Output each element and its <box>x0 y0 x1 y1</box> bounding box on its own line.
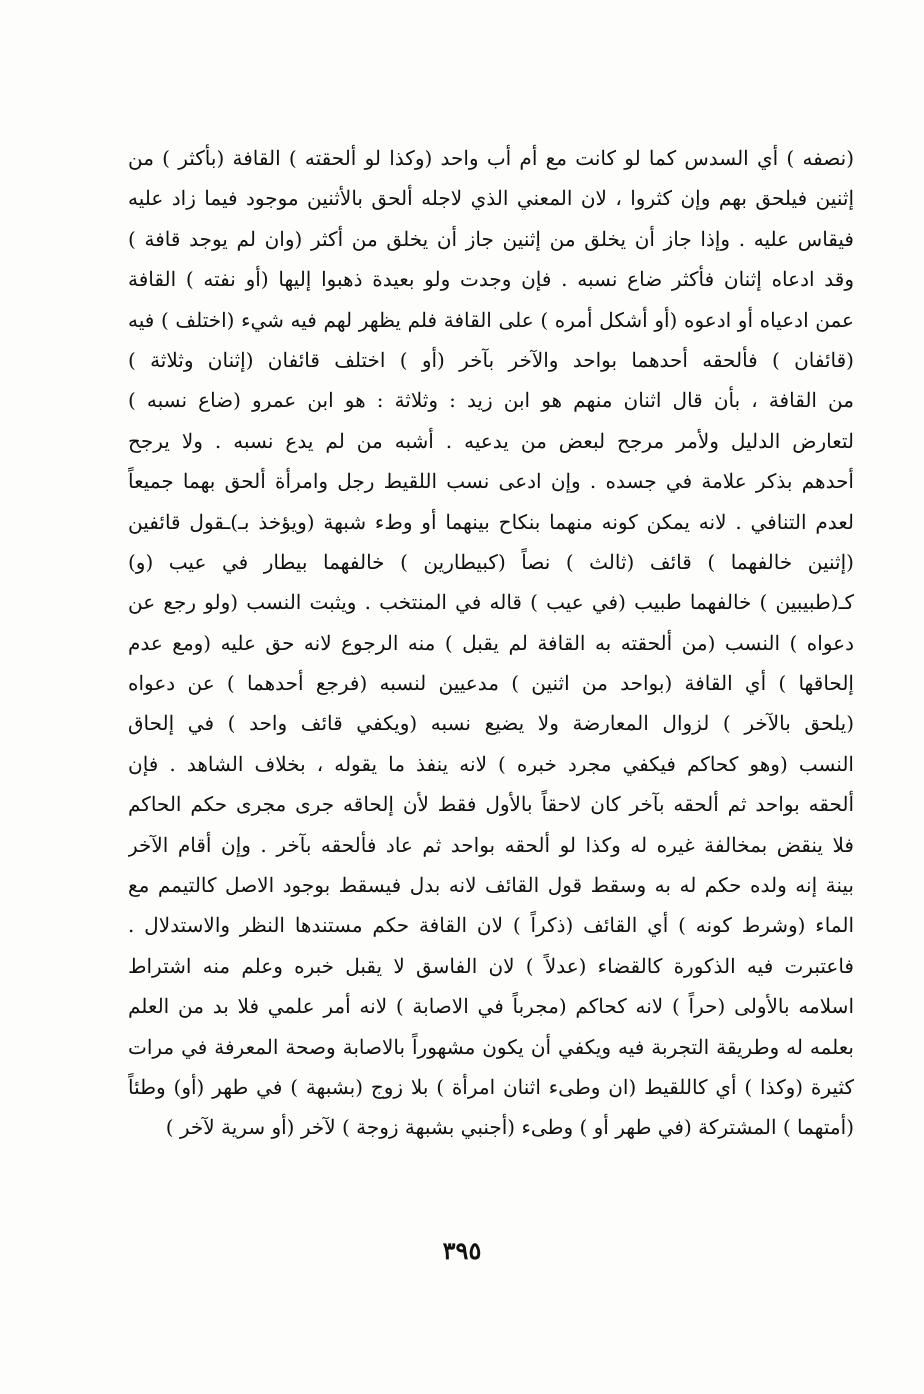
text-line: ألحقه بواحد ثم ألحقه بآخر كان لاحقاً بالأول فقط لأن إلحاقه جرى مجرى حكم الحاكم <box>128 792 854 817</box>
text-line: (أمتهما ) المشتركة (في طهر أو ) وطىء (أجنبي بشبهة زوجة ) لآخر (أو سرية لآخر ) <box>165 1115 854 1140</box>
text-line: لتعارض الدليل ولأمر مرجح لبعض من يدعيه . أشبه من لم يدع نسبه . ولا يرجح <box>128 428 854 453</box>
text-line: (يلحق بالآخر ) لزوال المعارضة ولا يضيع نسبه (ويكفي قائف واحد ) في إلحاق <box>128 711 854 736</box>
text-line: عمن ادعياه أو ادعوه (أو أشكل أمره ) على القافة فلم يظهر لهم فيه شيء (اختلف ) فيه <box>128 307 854 332</box>
text-line: من القافة ، بأن قال اثنان منهم هو ابن زيد : وثلاثة : هو ابن عمرو (ضاع نسبه ) <box>128 388 854 413</box>
text-line: بعلمه له وطريقة التجربة فيه ويكفي أن يكون مشهوراً بالاصابة وصحة المعرفة في مرات <box>128 1034 854 1059</box>
text-line: اسلامه بالأولى (حراً ) لانه كحاكم (مجرباً في الاصابة ) لانه أمر علمي فلا بد من العلم <box>128 994 854 1019</box>
text-line: فلا ينقض بمخالفة غيره له وكذا لو ألحقه بواحد ثم عاد فألحقه بآخر . وإن أقام الآخر <box>128 832 854 857</box>
text-line: (إثنين خالفهما ) قائف (ثالث ) نصاً (كبيطارين ) خالفهما بيطار في عيب (و) <box>128 549 854 574</box>
text-line: (قائفان ) فألحقه أحدهما بواحد والآخر بآخر (أو ) اختلف قائفان (إثنان وثلاثة ) <box>128 347 854 372</box>
text-line: دعواه ) النسب (من ألحقته به القافة لم يقبل ) منه الرجوع لانه حق عليه (ومع عدم <box>128 630 854 655</box>
text-line: الماء (وشرط كونه ) أي القائف (ذكراً ) لان القافة حكم مستندها النظر والاستدلال . <box>128 913 854 938</box>
text-line: النسب (وهو كحاكم فيكفي مجرد خبره ) لانه ينفذ ما يقوله ، بخلاف الشاهد . فإن <box>128 751 854 776</box>
text-line: كثيرة (وكذا ) أي كاللقيط (ان وطىء اثنان امرأة ) بلا زوج (بشبهة ) في طهر (أو) وطئاً <box>128 1074 854 1099</box>
text-line: إلحاقها ) أي القافة (بواحد من اثنين ) مدعيين لنسبه (فرجع أحدهما ) عن دعواه <box>128 671 854 696</box>
text-line: وقد ادعاه إثنان فأكثر ضاع نسبه . فإن وجدت ولو بعيدة ذهبوا إليها (أو نفته ) القافة <box>128 267 854 292</box>
text-line: فاعتبرت فيه الذكورة كالقضاء (عدلاً ) لان الفاسق لا يقبل خبره وعلم منه اشتراط <box>128 953 854 978</box>
text-line: فيقاس عليه . وإذا جاز أن يخلق من إثنين جاز أن يخلق من أكثر (وان لم يوجد قافة ) <box>128 226 854 251</box>
page-number: ٣٩٥ <box>442 1236 482 1265</box>
text-line: أحدهم بذكر علامة في جسده . وإن ادعى نسب اللقيط رجل وامرأة ألحق بهما جميعاً <box>128 469 854 494</box>
text-line: كـ(طبيبين ) خالفهما طبيب (في عيب ) قاله في المنتخب . ويثبت النسب (ولو رجع عن <box>128 590 854 615</box>
text-line: لعدم التنافي . لانه يمكن كونه منهما بنكاح بينهما أو وطء شبهة (ويؤخذ بـ)ـقول قائفين <box>128 509 854 534</box>
text-line: بينة إنه ولده حكم له به وسقط قول القائف لانه بدل فيسقط بوجود الاصل كالتيمم مع <box>128 873 854 898</box>
text-line: إثنين فيلحق بهم وإن كثروا ، لان المعني الذي لاجله ألحق بالأثنين موجود فيما زاد عليه <box>128 186 854 211</box>
body-text <box>128 138 854 1148</box>
text-line: (نصفه ) أي السدس كما لو كانت مع أم أب واحد (وكذا لو ألحقته ) القافة (بأكثر ) من <box>128 146 854 170</box>
